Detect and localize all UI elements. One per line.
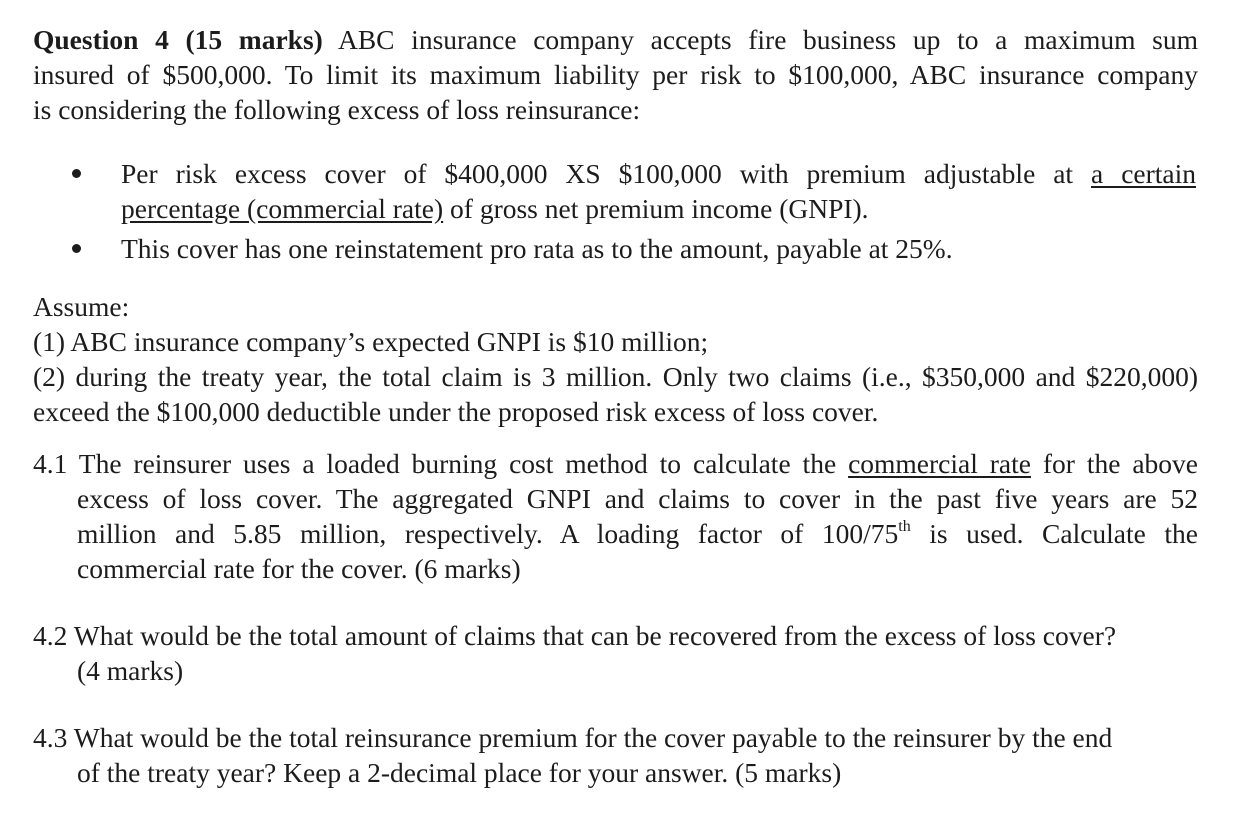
bullet-item-1 — [121, 156, 1196, 226]
q41-commercial-rate-underlined: commercial rate — [848, 448, 1031, 479]
q41-line-1-text — [33, 446, 1198, 481]
bullet-1-line-2 — [121, 191, 1196, 226]
assume-item-2-line-1: (2) during the treaty year, the total claim is 3 million. Only two claims (i.e., $350,000 and $220,000) — [33, 361, 1198, 392]
q42-line-1-wrap — [33, 618, 1198, 653]
q41-line-2: excess of loss cover. The aggregated GNPI and claims to cover in the past five years are 52 — [77, 483, 1198, 514]
q41-line-3-pre: million and 5.85 million, respectively. A loading factor of 100/75 — [77, 518, 899, 549]
assume-item-2-line-2: exceed the $100,000 deductible under the proposed risk excess of loss cover. — [33, 396, 879, 427]
commercial-rate-underlined: percentage (commercial rate) — [121, 193, 444, 224]
q43-line-2-wrap — [77, 755, 1198, 790]
q41-line-3 — [77, 516, 1198, 551]
assume-item-1: (1) ABC insurance company’s expected GNPI is $10 million; — [33, 326, 709, 357]
q43-line-2: of the treaty year? Keep a 2-decimal place for your answer. (5 marks) — [77, 757, 842, 788]
bullet-dot-icon — [72, 169, 81, 178]
bullet-1-text: Per risk excess cover of $400,000 XS $100,000 with premium adjustable at — [121, 158, 1074, 189]
bullet-1-line-1 — [121, 156, 1196, 191]
q41-line-4: commercial rate for the cover. (6 marks) — [77, 553, 521, 584]
q41-superscript: th — [898, 517, 911, 535]
intro-line-1 — [33, 22, 1198, 57]
q42-line-2: (4 marks) — [77, 655, 184, 686]
intro-paragraph — [33, 22, 1198, 127]
q43-line-1-wrap — [33, 720, 1198, 755]
bullet-1-underlined-text: a certain — [1091, 158, 1197, 189]
assumptions — [33, 289, 1198, 429]
q41-line-1 — [33, 446, 1198, 481]
intro-line-1-text: ABC insurance company accepts fire business up to a maximum sum — [337, 24, 1198, 55]
question-heading: Question 4 (15 marks) — [33, 24, 323, 55]
bullet-item-2 — [121, 231, 1196, 266]
assume-label: Assume: — [33, 291, 130, 322]
bullet-2-text: This cover has one reinstatement pro rata as to the amount, payable at 25%. — [121, 233, 953, 264]
q42-line-1: 4.2 What would be the total amount of claims that can be recovered from the excess of loss cover? — [33, 620, 1117, 651]
bullet-1-text-end: of gross net premium income (GNPI). — [450, 193, 869, 224]
bullet-dot-icon — [72, 244, 81, 253]
intro-line-3: is considering the following excess of loss reinsurance: — [33, 94, 641, 125]
q42-line-2-wrap — [77, 653, 1198, 688]
q41-line-3-post: is used. Calculate the — [910, 518, 1199, 549]
intro-line-2: insured of $500,000. To limit its maximum liability per risk to $100,000, ABC insurance company — [33, 59, 1198, 90]
q43-line-1: 4.3 What would be the total reinsurance premium for the cover payable to the reinsurer by the end — [33, 722, 1113, 753]
q41-line-1-pre: 4.1 The reinsurer uses a loaded burning cost method to calculate the — [33, 448, 837, 479]
q41-line-1-post: for the above — [1042, 448, 1198, 479]
q41-continuation — [77, 481, 1198, 586]
